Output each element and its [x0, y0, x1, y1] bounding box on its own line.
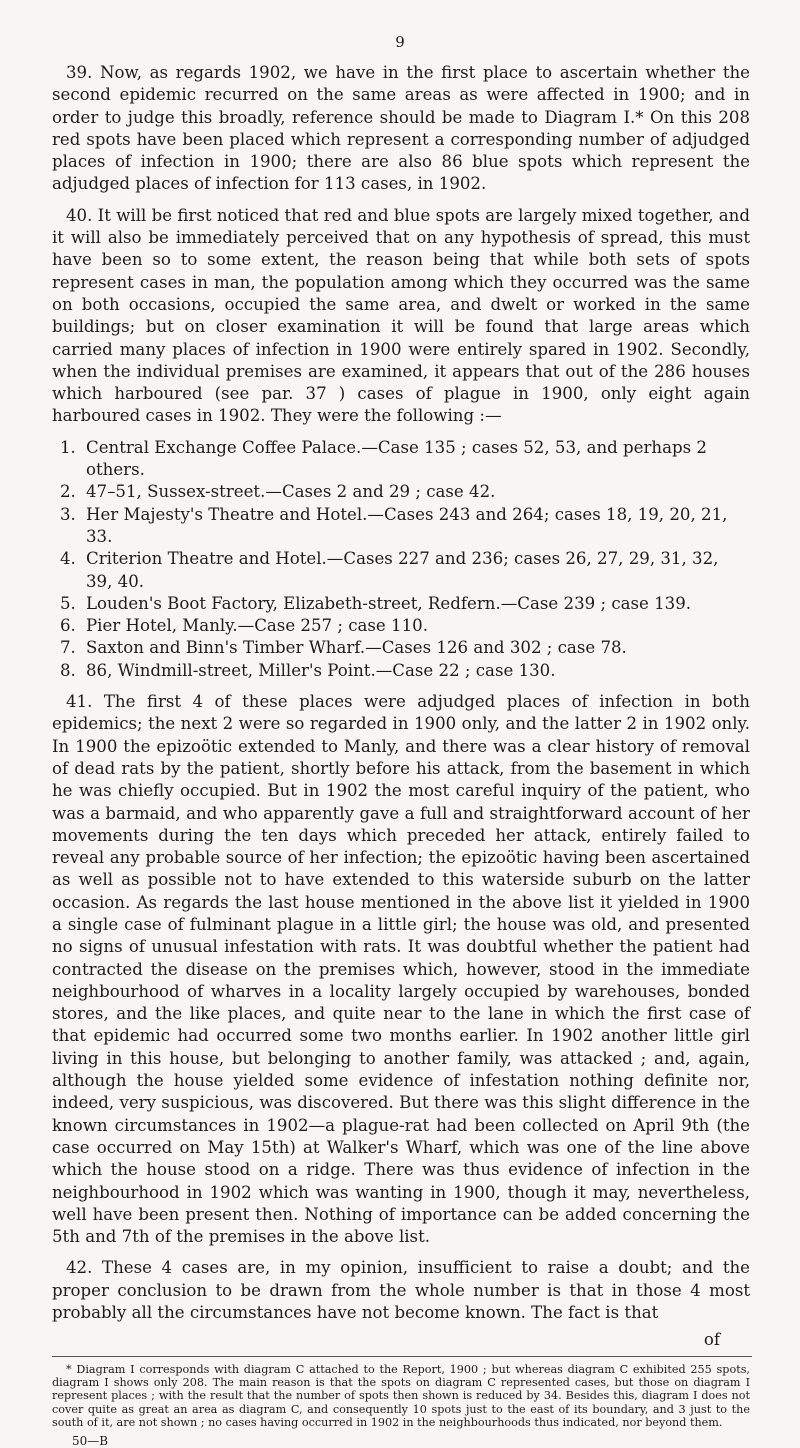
list-item — [60, 593, 750, 615]
paragraph-42: 42. These 4 cases are, in my opinion, insufficient to raise a doubt; and the proper conclusion to be drawn from the whole number is that in those 4 most probably all the circumstances have not become known. The fact is that — [52, 1258, 750, 1323]
list-item-number: 5. — [60, 593, 76, 613]
list-item-text: Central Exchange Coffee Palace.—Case 135 ; cases 52, 53, and perhaps 2 others. — [86, 437, 707, 480]
list-item-text: Louden's Boot Factory, Elizabeth-street, Redfern.—Case 239 ; case 139. — [86, 593, 692, 613]
list-item-text: Pier Hotel, Manly.—Case 257 ; case 110. — [86, 616, 428, 636]
list-item-number: 1. — [60, 437, 76, 457]
paragraph-41: 41. The first 4 of these places were adjudged places of infection in both epidemics; the next 2 were so regarded in 1900 only, and the latter 2 in 1902 only. In 1900 the epizoötic extended to Manly, and there was a clear history of removal of dead rats by the patient, shortly before his attack, from the basement in which he was chiefly occupied. But in 1902 the most careful inquiry of the patient, who was a barmaid, and who apparently gave a full and straightforward account of her movements during the ten days which preceded her attack, entirely failed to reveal any probable source of her infection; the epizoötic having been ascertained as well as possible not to have extended to this waterside suburb on the latter occasion. As regards the last house mentioned in the above list it yielded in 1900 a single case of fulminant plague in a little girl; the house was old, and presented no signs of unusual infestation with rats. It was doubtful whether the patient had contracted the disease on the premises which, however, stood in the immediate neighbourhood of wharves in a locality largely occupied by warehouses, bonded stores, and the like places, and quite near to the lane in which the first case of that epidemic had occurred some two months earlier. In 1902 another little girl living in this house, but belonging to another family, was attacked ; and, again, although the house yielded some evidence of infestation nothing definite nor, indeed, very suspicious, was discovered. But there was this slight difference in the known circumstances in 1902—a plague-rat had been collected on April 9th (the case occurred on May 15th) at Walker's Wharf, which was one of the line above which the house stood on a ridge. There was thus evidence of infection in the neighbourhood in 1902 which was wanting in 1900, though it may, nevertheless, well have been present then. Nothing of importance can be added concerning the 5th and 7th of the premises in the above list. — [52, 692, 750, 1247]
list-item-text: 47–51, Sussex-street.—Cases 2 and 29 ; case 42. — [86, 482, 496, 502]
list-item — [60, 437, 750, 482]
catchword: of — [703, 1330, 720, 1350]
list-item — [60, 637, 750, 659]
body-text — [52, 62, 750, 1352]
list-item — [60, 615, 750, 637]
list-item-number: 4. — [60, 549, 76, 569]
list-item-number: 7. — [60, 638, 76, 658]
printer-signature: 50—B — [72, 1433, 109, 1448]
list-item — [60, 481, 750, 503]
premises-list — [52, 437, 750, 682]
paragraph-40: 40. It will be first noticed that red and blue spots are largely mixed together, and it will also be immediately perceived that on any hypothesis of spread, this must have been so to some extent, the reason being that while both sets of spots represent cases in man, the population among which they occurred was the same on both occasions, occupied the same area, and dwelt or worked in the same buildings; but on closer examination it will be found that large areas which carried many places of infection in 1900 were entirely spared in 1902. Secondly, when the individual premises are examined, it appears that out of the 286 houses which harboured (see par. 37 ) cases of plague in 1900, only eight again harboured cases in 1902. They were the following :— — [52, 205, 750, 426]
footnote: * Diagram I corresponds with diagram C attached to the Report, 1900 ; but whereas diagram C exhibited 255 spots, diagram I shows only 208. The main reason is that the spots on diagram C represented cases, but those on diagram I represent places ; with the result that the number of spots then shown is reduced by 34. Besides this, diagram I does not cover quite as great an area as diagram C, and consequently 10 spots just to the east of its boundary, and 3 just to the south of it, are not shown ; no cases having occurred in 1902 in the neighbourhoods thus indicated, nor beyond them. — [52, 1362, 750, 1430]
list-item — [60, 660, 750, 682]
list-item-number: 3. — [60, 504, 76, 524]
paragraph-39: 39. Now, as regards 1902, we have in the first place to ascertain whether the second epidemic recurred on the same areas as were affected in 1900; and in order to judge this broadly, reference should be made to Diagram I.* On this 208 red spots have been placed which represent a corresponding number of adjudged places of infection in 1900; there are also 86 blue spots which represent the adjudged places of infection for 113 cases, in 1902. — [52, 63, 750, 194]
list-item-number: 2. — [60, 482, 76, 502]
list-item-number: 6. — [60, 616, 76, 636]
footnote-divider — [52, 1356, 752, 1357]
list-item — [60, 548, 750, 593]
list-item — [60, 504, 750, 549]
page-number: 9 — [395, 33, 405, 51]
list-item-text: 86, Windmill-street, Miller's Point.—Case 22 ; case 130. — [86, 660, 556, 680]
list-item-text: Saxton and Binn's Timber Wharf.—Cases 126 and 302 ; case 78. — [86, 638, 627, 658]
list-item-text: Criterion Theatre and Hotel.—Cases 227 and 236; cases 26, 27, 29, 31, 32, 39, 40. — [86, 549, 719, 591]
list-item-text: Her Majesty's Theatre and Hotel.—Cases 243 and 264; cases 18, 19, 20, 21, 33. — [86, 504, 728, 546]
list-item-number: 8. — [60, 660, 76, 680]
